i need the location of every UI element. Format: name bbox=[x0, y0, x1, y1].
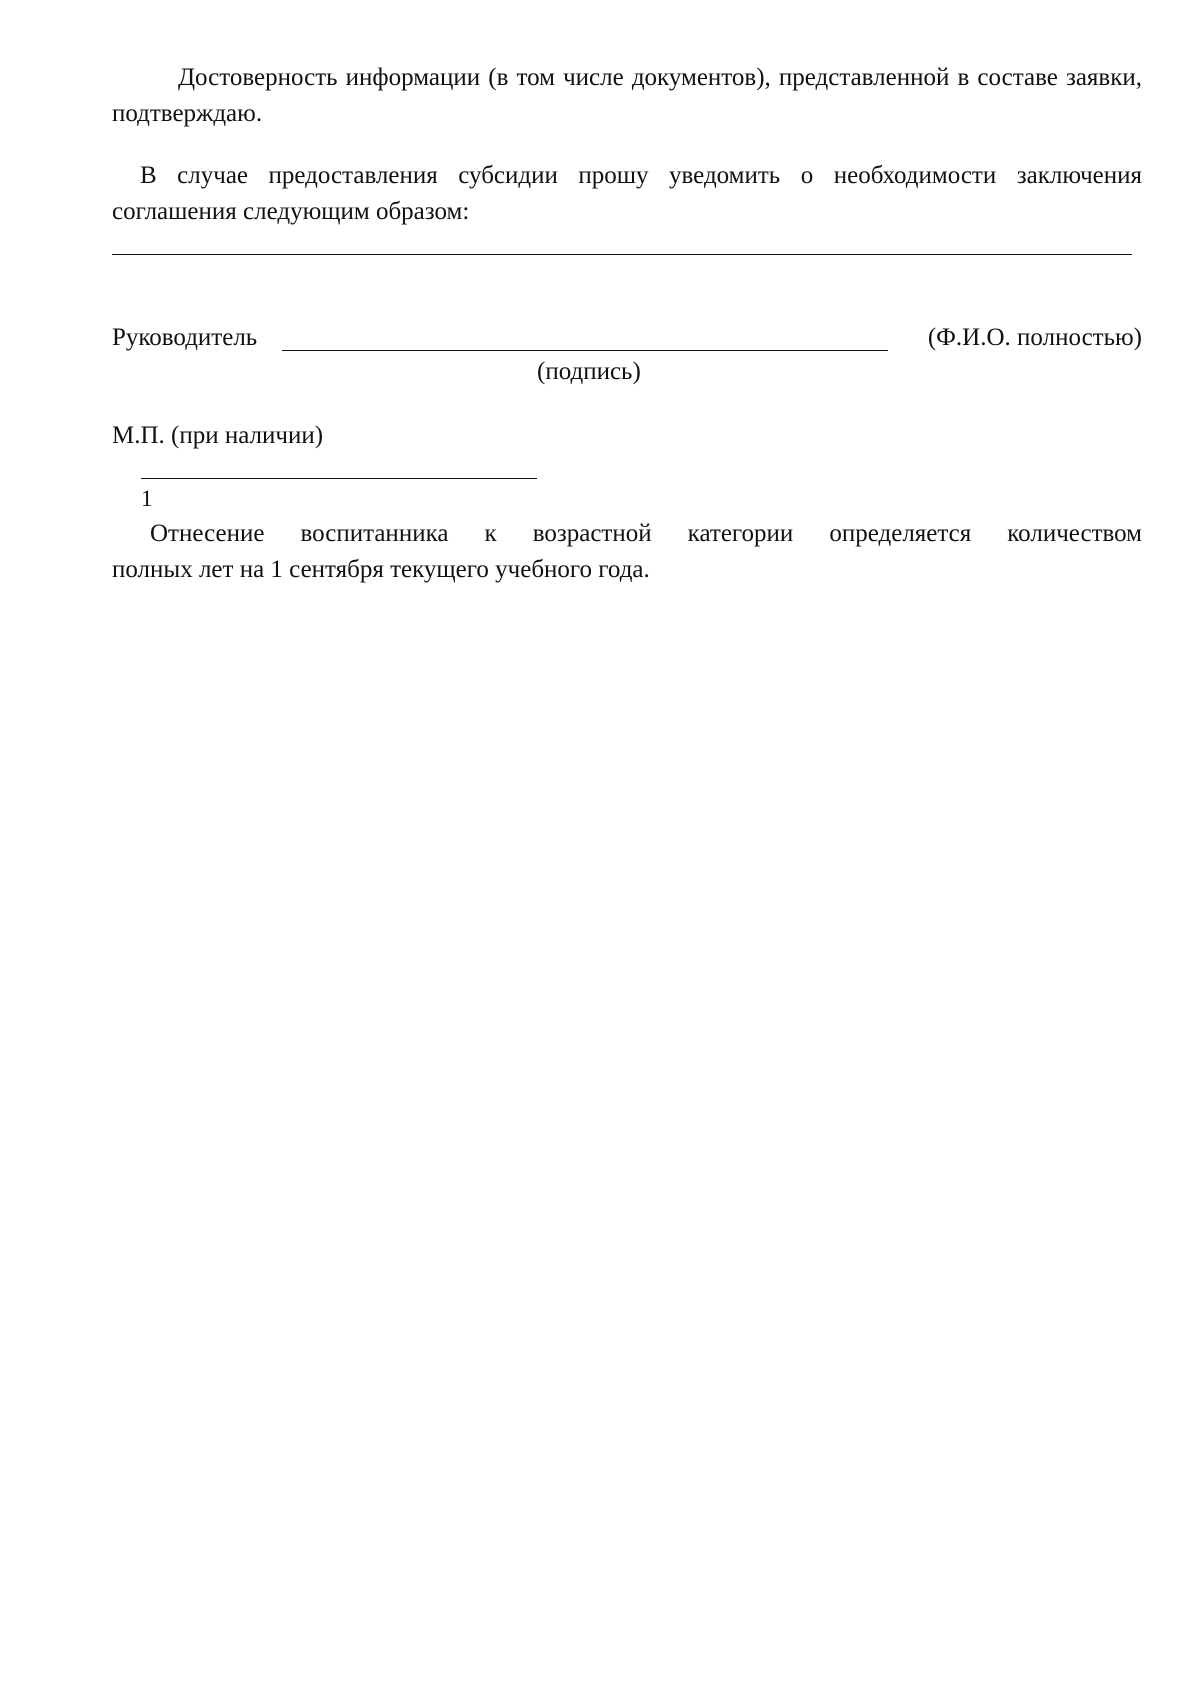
stamp-place-label: М.П. (при наличии) bbox=[112, 422, 324, 449]
confirmation-paragraph: Достоверность информации (в том числе документов), представленной в составе заявки, подтверждаю. bbox=[112, 64, 1142, 127]
signature-label: Руководитель bbox=[112, 324, 258, 351]
footnote-number: 1 bbox=[141, 486, 153, 511]
signature-caption: (подпись) bbox=[537, 358, 641, 385]
notification-method-blank-line bbox=[112, 254, 1132, 255]
signature-blank-line bbox=[282, 350, 888, 351]
full-name-note: (Ф.И.О. полностью) bbox=[927, 324, 1142, 351]
footnote-text-line-2: полных лет на 1 сентября текущего учебного года. bbox=[112, 556, 650, 583]
footnote-text bbox=[112, 516, 1142, 588]
notification-request-paragraph: В случае предоставления субсидии прошу уведомить о необходимости заключения соглашения следующим образом: bbox=[112, 162, 1142, 225]
footnote-text-line-1: Отнесение воспитанника к возрастной категории определяется количеством bbox=[150, 520, 1142, 547]
footnote-separator bbox=[141, 478, 537, 479]
